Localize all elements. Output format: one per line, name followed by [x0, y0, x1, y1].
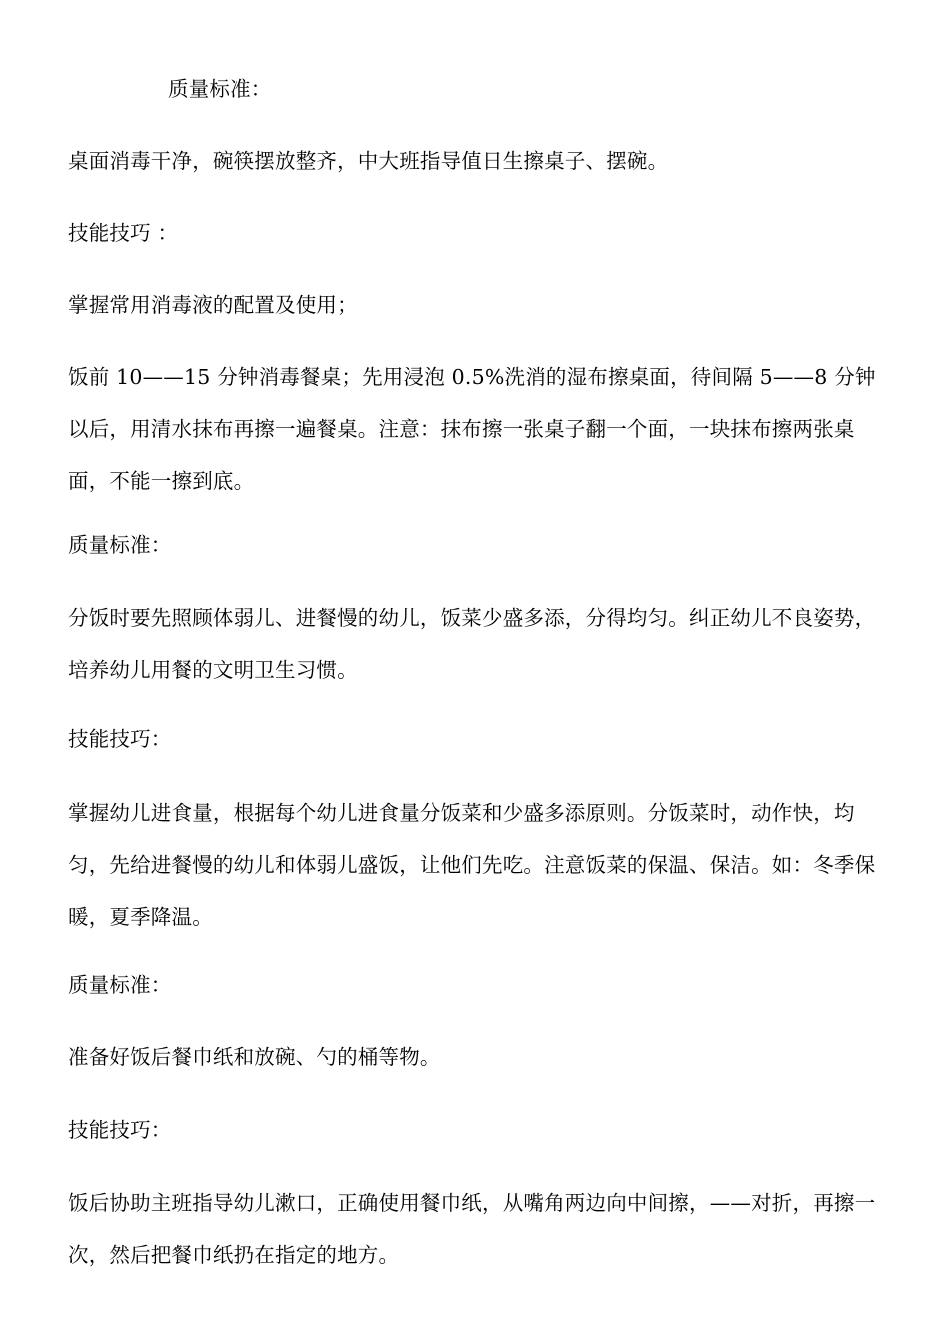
heading-quality-standard-2: 质量标准：: [68, 533, 172, 557]
paragraph-after-meal-preparation: 准备好饭后餐巾纸和放碗、勺的桶等物。: [68, 1045, 441, 1069]
heading-skills-1: 技能技巧 ：: [68, 221, 179, 245]
heading-skills-3: 技能技巧：: [68, 1118, 172, 1142]
paragraph-pre-meal-disinfection: 饭前 10——15 分钟消毒餐桌；先用浸泡 0.5%洗消的湿布擦桌面，待间隔 5——8 分钟以后，用清水抹布再擦一遍餐桌。注意：抹布擦一张桌子翻一个面，一块抹布擦两张桌面，不能一擦到底。: [68, 365, 876, 493]
paragraph-table-disinfection-standard: 桌面消毒干净，碗筷摆放整齐，中大班指导值日生擦桌子、摆碗。: [68, 149, 669, 173]
paragraph-after-meal-cleanup: 饭后协助主班指导幼儿漱口，正确使用餐巾纸，从嘴角两边向中间擦，——对折，再擦一次，然后把餐巾纸扔在指定的地方。: [68, 1191, 876, 1267]
heading-skills-2: 技能技巧：: [68, 727, 172, 751]
paragraph-meal-serving-skills: 掌握幼儿进食量，根据每个幼儿进食量分饭菜和少盛多添原则。分饭菜时，动作快，均匀，先给进餐慢的幼儿和体弱儿盛饭，让他们先吃。注意饭菜的保温、保洁。如：冬季保暖，夏季降温。: [68, 801, 876, 929]
heading-quality-standard-1: 质量标准：: [168, 77, 272, 101]
paragraph-meal-serving-standard: 分饭时要先照顾体弱儿、进餐慢的幼儿，饭菜少盛多添，分得均匀。纠正幼儿不良姿势，培养幼儿用餐的文明卫生习惯。: [68, 606, 876, 682]
paragraph-disinfectant-usage: 掌握常用消毒液的配置及使用；: [68, 293, 358, 317]
heading-quality-standard-3: 质量标准：: [68, 973, 172, 997]
